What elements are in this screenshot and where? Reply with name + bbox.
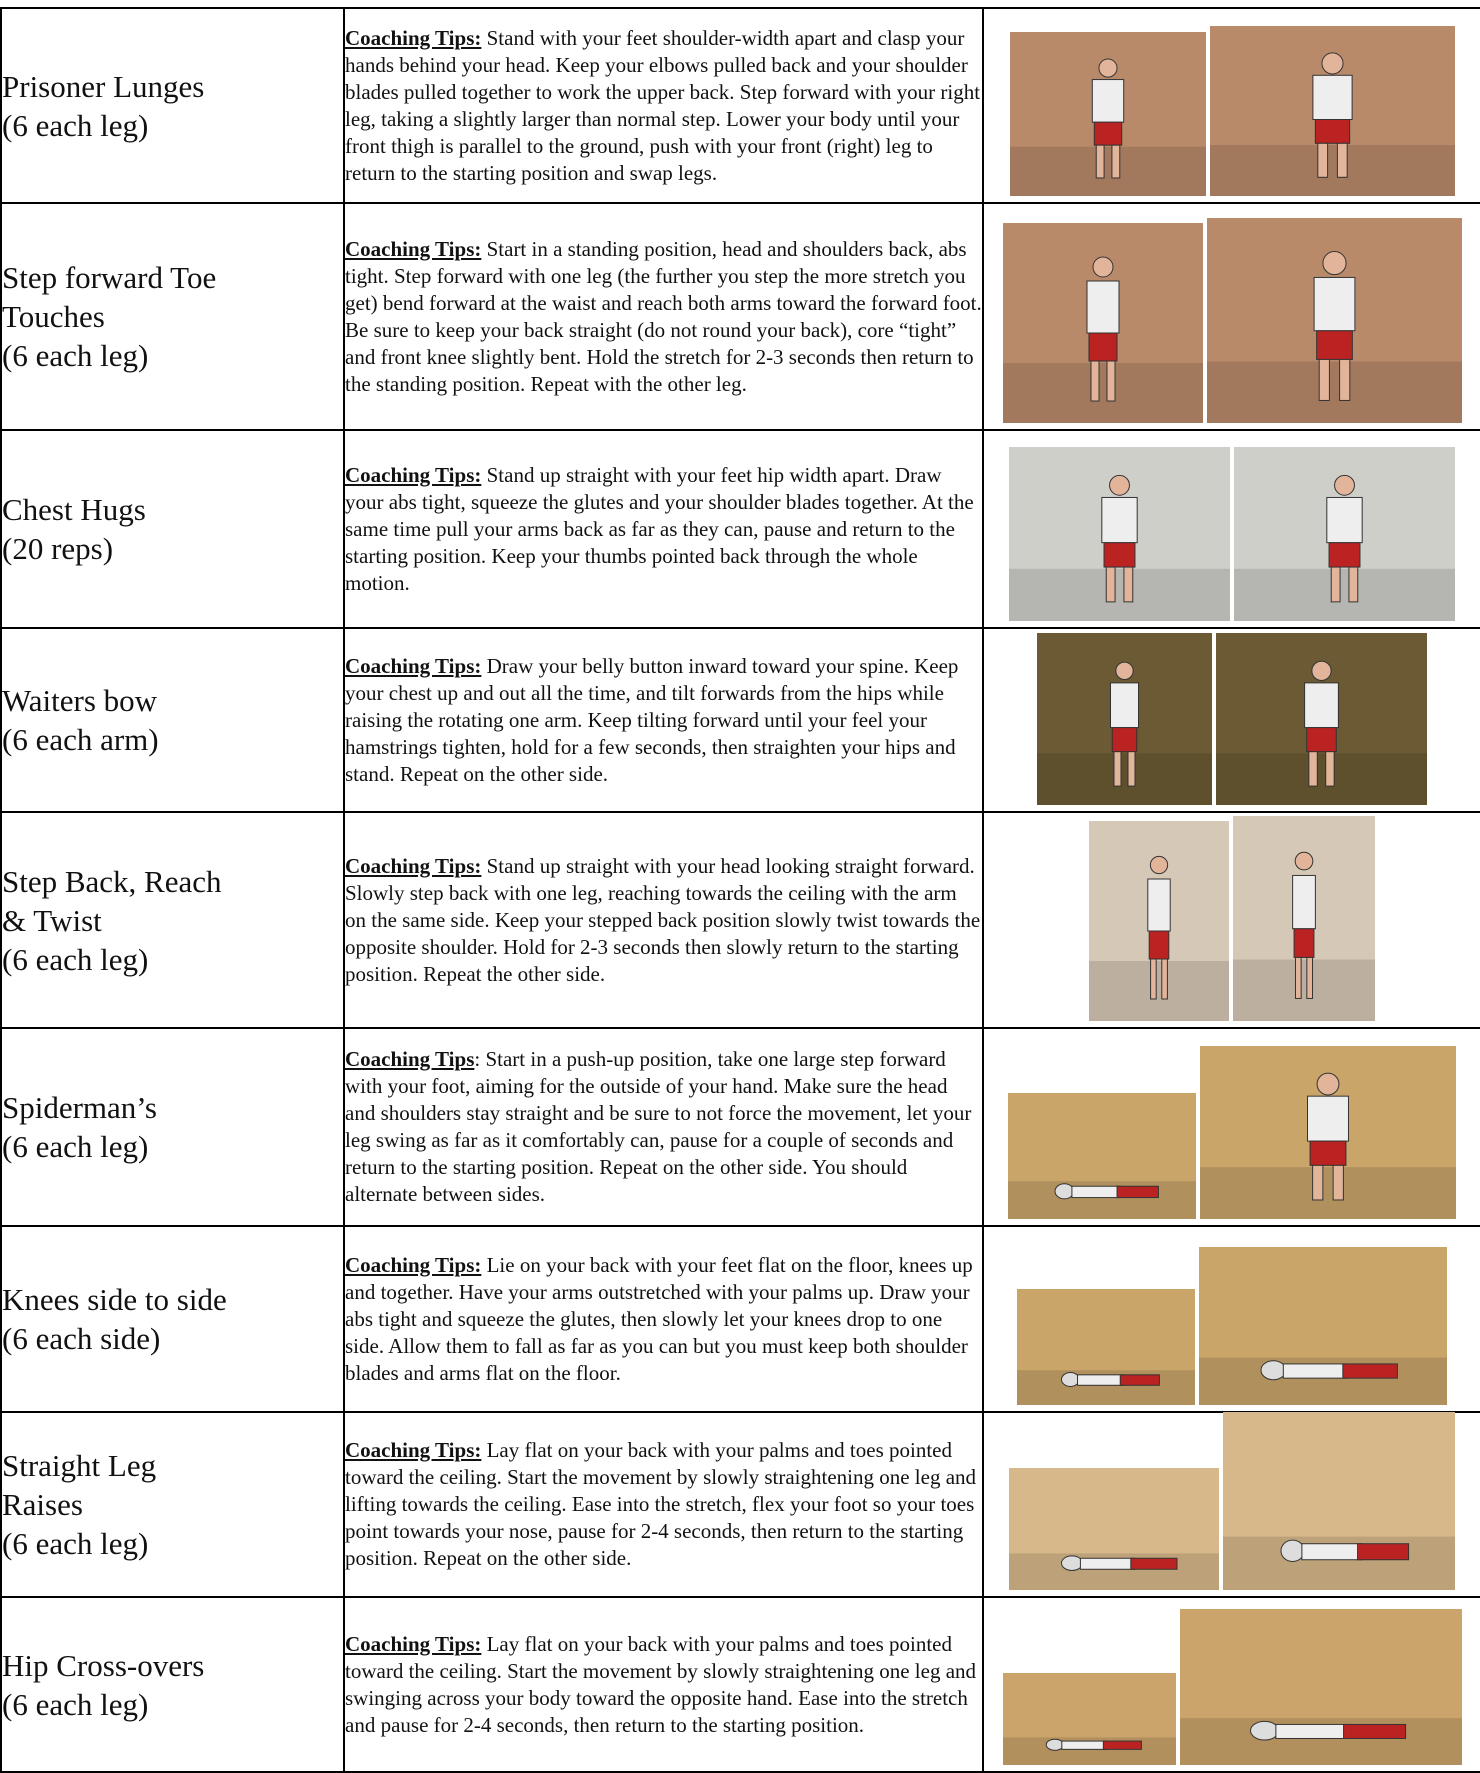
coaching-tips-text: Stand up straight with your head looking straight forward. Slowly step back with one leg, reaching towards the ceiling with the arm on the same side. Keep your stepped back position slowly twist towards the opposite shoulder. Hold for 2-3 seconds then slowly return to the starting position. Repeat the other side. — [345, 853, 981, 986]
exercise-name-cell — [1, 628, 344, 812]
exercise-photos-cell — [983, 430, 1480, 628]
exercise-name-cell — [1, 1412, 344, 1597]
exercise-row — [1, 203, 1480, 430]
exercise-photo — [1199, 1247, 1447, 1405]
coaching-tips-cell — [344, 628, 983, 812]
exercise-row — [1, 1412, 1480, 1597]
exercise-photo — [1216, 633, 1427, 805]
coaching-tips-text: Lay flat on your back with your palms and toes pointed toward the ceiling. Start the movement by slowly straightening one leg and swinging across your body toward the opposite hand. Ease into the stretch and pause for 2-4 seconds, then return to the starting position. — [345, 1631, 977, 1737]
exercise-name-line: Straight Leg — [2, 1448, 157, 1483]
exercise-name-line: Prisoner Lunges — [2, 68, 205, 104]
exercise-name-cell — [1, 1226, 344, 1412]
exercise-photo — [1207, 218, 1462, 423]
exercise-name-line: (6 each leg) — [2, 941, 149, 977]
coaching-tips-label: Coaching Tips: — [345, 1631, 482, 1656]
exercise-name-cell — [1, 8, 344, 203]
exercise-row — [1, 1226, 1480, 1412]
exercise-name-line: Knees side to side — [2, 1282, 227, 1317]
exercise-photos-cell — [983, 1028, 1480, 1226]
exercise-name-line: (6 each leg) — [2, 1129, 149, 1164]
exercise-name-line: Hip Cross-overs — [2, 1647, 205, 1683]
exercise-photo — [1008, 1093, 1196, 1219]
exercise-photo — [1009, 447, 1230, 621]
exercise-photos-cell — [983, 628, 1480, 812]
coaching-tips-cell — [344, 8, 983, 203]
coaching-tips-cell — [344, 812, 983, 1028]
coaching-tips-label: Coaching Tips: — [345, 462, 482, 487]
exercise-name-line: Step Back, Reach — [2, 863, 222, 899]
exercise-table — [0, 7, 1480, 1773]
exercise-name-line: (6 each leg) — [2, 107, 149, 143]
exercise-row — [1, 430, 1480, 628]
exercise-name-line: Touches — [2, 299, 105, 334]
exercise-name-line: (20 reps) — [2, 531, 114, 566]
exercise-name-cell — [1, 1028, 344, 1226]
exercise-name-line: Step forward Toe — [2, 260, 217, 295]
exercise-photo — [1223, 1412, 1455, 1590]
exercise-name-line: (6 each leg) — [2, 338, 149, 373]
exercise-name-line: & Twist — [2, 902, 102, 938]
exercise-name-line: (6 each leg) — [2, 1526, 149, 1561]
exercise-photos-cell — [983, 1597, 1480, 1772]
exercise-name-cell — [1, 203, 344, 430]
coaching-tips-label: Coaching Tips: — [345, 236, 482, 261]
coaching-tips-text: Lay flat on your back with your palms and toes pointed toward the ceiling. Start the movement by slowly straightening one leg and lifting towards the ceiling. Ease into the stretch, flex your foot so your toes point towards your nose, pause for 2-4 seconds, then return to the starting position. Repeat on the other side. — [345, 1438, 977, 1570]
exercise-name-line: (6 each side) — [2, 1321, 161, 1356]
coaching-tips-label: Coaching Tips: — [345, 653, 482, 678]
coaching-tips-label: Coaching Tips: — [345, 853, 482, 878]
exercise-photos-cell — [983, 1226, 1480, 1412]
exercise-photo — [1234, 447, 1455, 621]
coaching-tips-text: Draw your belly button inward toward your spine. Keep your chest up and out all the time, and tilt forwards from the hips while raising the rotating one arm. Keep tilting forward until your feel your hamstrings tighten, hold for a few seconds, then straighten your hips and stand. Repeat on the other side. — [345, 653, 959, 786]
coaching-tips-label: Coaching Tips: — [345, 25, 482, 50]
coaching-tips-text: Stand up straight with your feet hip width apart. Draw your abs tight, squeeze the glutes and your shoulder blades together. At the same time pull your arms back as far as they can, pause and return to the starting position. Keep your thumbs pointed back through the whole motion. — [345, 462, 974, 595]
coaching-tips-text: Start in a push-up position, take one large step forward with your foot, aiming for the outside of your hand. Make sure the head and shoulders stay straight and be sure to not force the movement, let your leg swing as far as it comfortably can, pause for a couple of seconds and return to the starting position. Repeat on the other side. You should alternate between sides. — [345, 1047, 972, 1206]
coaching-tips-cell: Coaching Tips: Start in a push-up position, take one large step forward with your foot, aiming for the outside of your hand. Make sure the head and shoulders stay straight and be sure to not force the movement, let your leg swing as far as it comfortably can, pause for a couple of seconds and return to the starting position. Repeat on the other side. You should alternate between sides. — [344, 1028, 983, 1226]
exercise-row — [1, 628, 1480, 812]
exercise-name-line: (6 each arm) — [2, 722, 159, 757]
exercise-row — [1, 812, 1480, 1028]
exercise-row — [1, 1597, 1480, 1772]
coaching-tips-cell — [344, 203, 983, 430]
exercise-photos-cell — [983, 203, 1480, 430]
exercise-name-line: Chest Hugs — [2, 492, 146, 527]
coaching-tips-text: Stand with your feet shoulder-width apart and clasp your hands behind your head. Keep your elbows pulled back and your shoulder blades pulled together to work the upper back. Step forward with your right leg, taking a slightly larger than normal step. Lower your body until your front thigh is parallel to the ground, push with your front (right) leg to return to the starting position and swap legs. — [345, 25, 981, 185]
exercise-photo — [1233, 816, 1375, 1021]
coaching-tips-cell — [344, 1226, 983, 1412]
exercise-row — [1, 8, 1480, 203]
exercise-name-cell — [1, 1597, 344, 1772]
exercise-row — [1, 1028, 1480, 1226]
exercise-photo — [1010, 32, 1206, 196]
exercise-photos-cell — [983, 8, 1480, 203]
exercise-photo — [1009, 1468, 1219, 1590]
exercise-photo — [1180, 1609, 1462, 1765]
exercise-photos-cell — [983, 1412, 1480, 1597]
coaching-tips-text: Lie on your back with your feet flat on the floor, knees up and together. Have your arms outstretched with your palms up. Draw your abs tight and squeeze the glutes, then slowly let your knees drop to one side. Allow them to fall as far as you can but you must keep both shoulder blades and arms flat on the floor. — [345, 1252, 973, 1385]
coaching-tips-cell — [344, 430, 983, 628]
coaching-tips-label: Coaching Tips: — [345, 1252, 482, 1277]
exercise-name-line: Spiderman’s — [2, 1090, 157, 1125]
exercise-name-line: Raises — [2, 1487, 83, 1522]
exercise-name-cell — [1, 812, 344, 1028]
exercise-name-line: (6 each leg) — [2, 1686, 149, 1722]
exercise-name-line: Waiters bow — [2, 683, 158, 718]
exercise-photo — [1003, 1673, 1176, 1765]
exercise-photo — [1210, 26, 1455, 196]
coaching-tips-label: Coaching Tips: — [345, 1438, 482, 1462]
coaching-tips-label: Coaching Tips — [345, 1047, 475, 1071]
exercise-photo — [1089, 821, 1229, 1021]
exercise-photo — [1017, 1289, 1195, 1405]
exercise-photo — [1003, 223, 1203, 423]
exercise-name-cell — [1, 430, 344, 628]
exercise-photo — [1037, 633, 1212, 805]
coaching-tips-cell — [344, 1597, 983, 1772]
coaching-tips-text: Start in a standing position, head and shoulders back, abs tight. Step forward with one leg (the further you step the more stretch you get) bend forward at the waist and reach both arms toward the forward foot. Be sure to keep your back straight (do not round your back), core “tight” and front knee slightly bent. Hold the stretch for 2-3 seconds then return to the standing position. Repeat with the other leg. — [345, 236, 982, 396]
coaching-tips-cell — [344, 1412, 983, 1597]
exercise-photos-cell — [983, 812, 1480, 1028]
exercise-photo — [1200, 1046, 1456, 1219]
